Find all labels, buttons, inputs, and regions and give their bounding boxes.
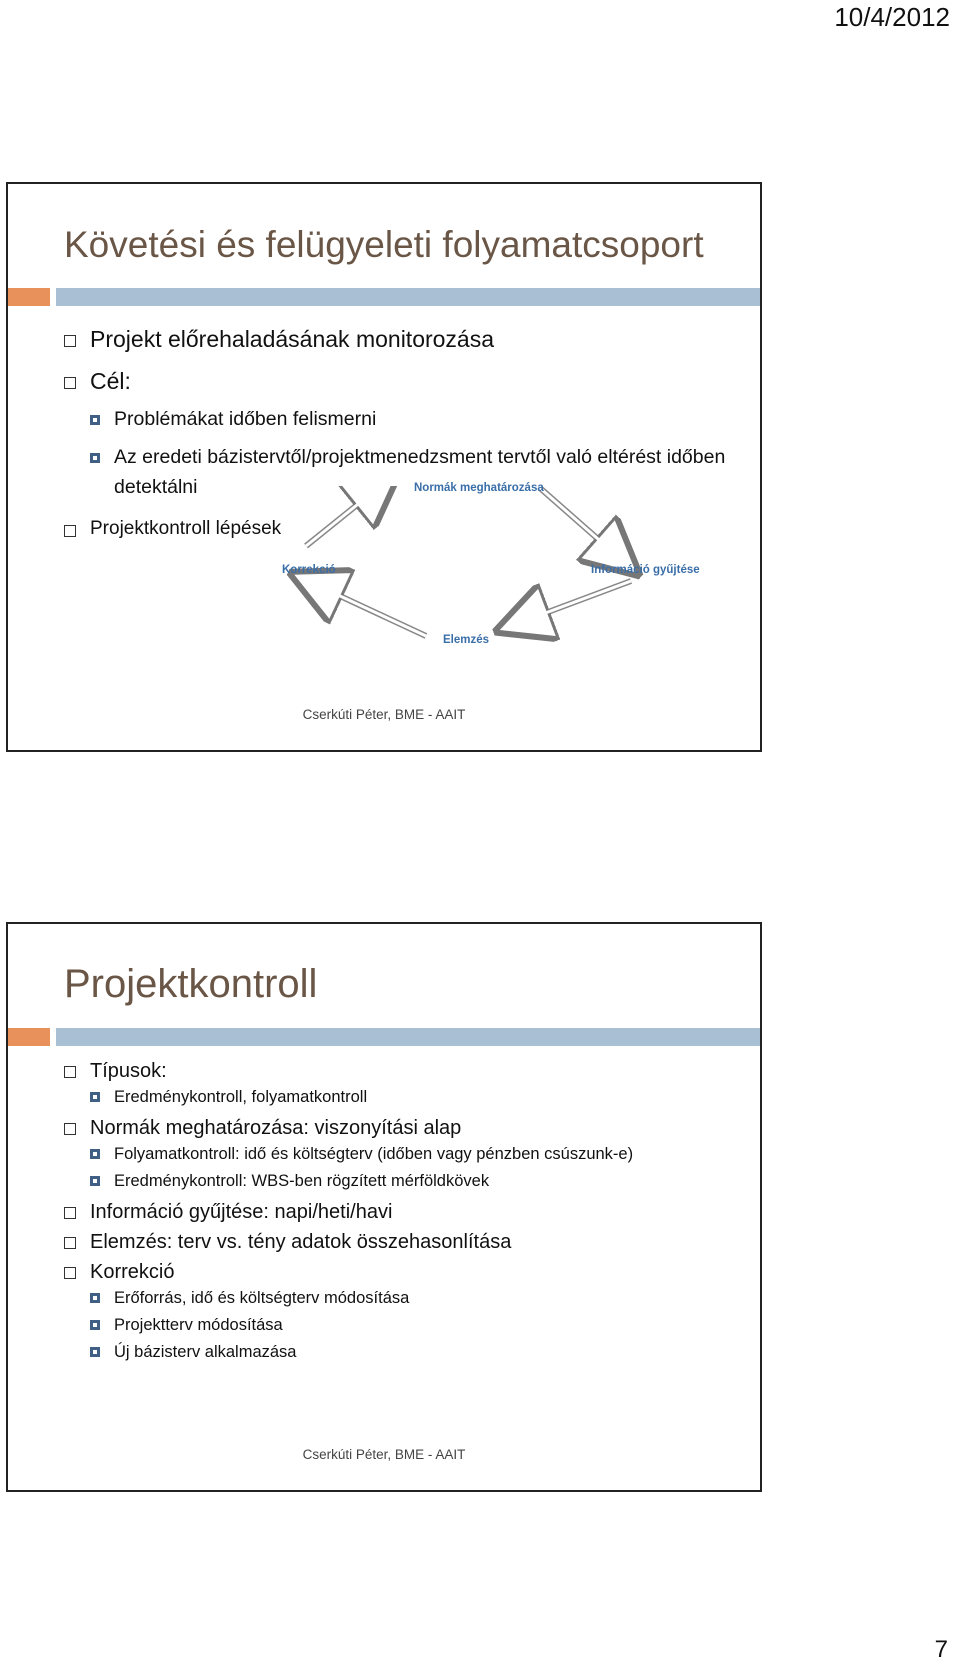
- slide-footer: Cserkúti Péter, BME - AAIT: [302, 707, 466, 722]
- page-number: 7: [934, 1636, 948, 1663]
- cycle-arrows: [248, 486, 748, 676]
- list-subitem: Erőforrás, idő és költségterv módosítása: [64, 1287, 750, 1309]
- list-item: Normák meghatározása: viszonyítási alap: [64, 1113, 750, 1143]
- bullet-list: [64, 1056, 750, 1368]
- square-bullet-icon: [64, 1066, 76, 1078]
- filled-square-bullet-icon: [90, 1293, 100, 1303]
- square-bullet-icon: [64, 1267, 76, 1279]
- list-item: Elemzés: terv vs. tény adatok összehasonlítása: [64, 1227, 750, 1257]
- slide-title: Követési és felügyeleti folyamatcsoport: [64, 224, 704, 265]
- list-item: Korrekció: [64, 1257, 750, 1287]
- square-bullet-icon: [64, 1207, 76, 1219]
- control-cycle-diagram: [248, 482, 748, 676]
- filled-square-bullet-icon: [90, 1149, 100, 1159]
- filled-square-bullet-icon: [90, 1092, 100, 1102]
- title-accent-bar: [8, 1028, 50, 1046]
- square-bullet-icon: [64, 1237, 76, 1249]
- slide-1: [6, 182, 762, 752]
- title-rule-bar: [56, 1028, 760, 1046]
- diagram-label-collection: Információ gyűjtése: [591, 564, 700, 576]
- filled-square-bullet-icon: [90, 1347, 100, 1357]
- diagram-label-norms: Normák meghatározása: [414, 482, 544, 494]
- list-subitem: Eredménykontroll: WBS-ben rögzített mérföldkövek: [64, 1170, 750, 1192]
- diagram-label-analysis: Elemzés: [443, 634, 490, 646]
- slide-footer: Cserkúti Péter, BME - AAIT: [302, 1447, 466, 1462]
- square-bullet-icon: [64, 1123, 76, 1135]
- filled-square-bullet-icon: [90, 453, 100, 463]
- filled-square-bullet-icon: [90, 1320, 100, 1330]
- list-item: Típusok:: [64, 1056, 750, 1086]
- filled-square-bullet-icon: [90, 415, 100, 425]
- filled-square-bullet-icon: [90, 1176, 100, 1186]
- diagram-label-correction: Korrekció: [282, 564, 336, 576]
- list-item: Információ gyűjtése: napi/heti/havi: [64, 1197, 750, 1227]
- title-accent-bar: [8, 288, 50, 306]
- square-bullet-icon: [64, 377, 76, 389]
- list-subitem: Új bázisterv alkalmazása: [64, 1341, 750, 1363]
- list-item: Projektkontroll lépések: [64, 514, 750, 544]
- square-bullet-icon: [64, 335, 76, 347]
- square-bullet-icon: [64, 525, 76, 537]
- slide-2: [6, 922, 762, 1492]
- list-subitem: Projektterv módosítása: [64, 1314, 750, 1336]
- list-item: Projekt előrehaladásának monitorozása: [64, 324, 750, 354]
- list-subitem: Folyamatkontroll: idő és költségterv (időben vagy pénzben csúszunk-e): [64, 1143, 750, 1165]
- list-subitem: Eredménykontroll, folyamatkontroll: [64, 1086, 750, 1108]
- list-subitem: Problémákat időben felismerni: [64, 404, 750, 434]
- slide-title: Projektkontroll: [64, 962, 318, 1006]
- list-subitem: Az eredeti bázistervtől/projektmenedzsment tervtől való eltérést időben detektálni: [64, 442, 750, 502]
- list-item: Cél:: [64, 366, 750, 396]
- title-rule-bar: [56, 288, 760, 306]
- page-date: 10/4/2012: [834, 2, 950, 32]
